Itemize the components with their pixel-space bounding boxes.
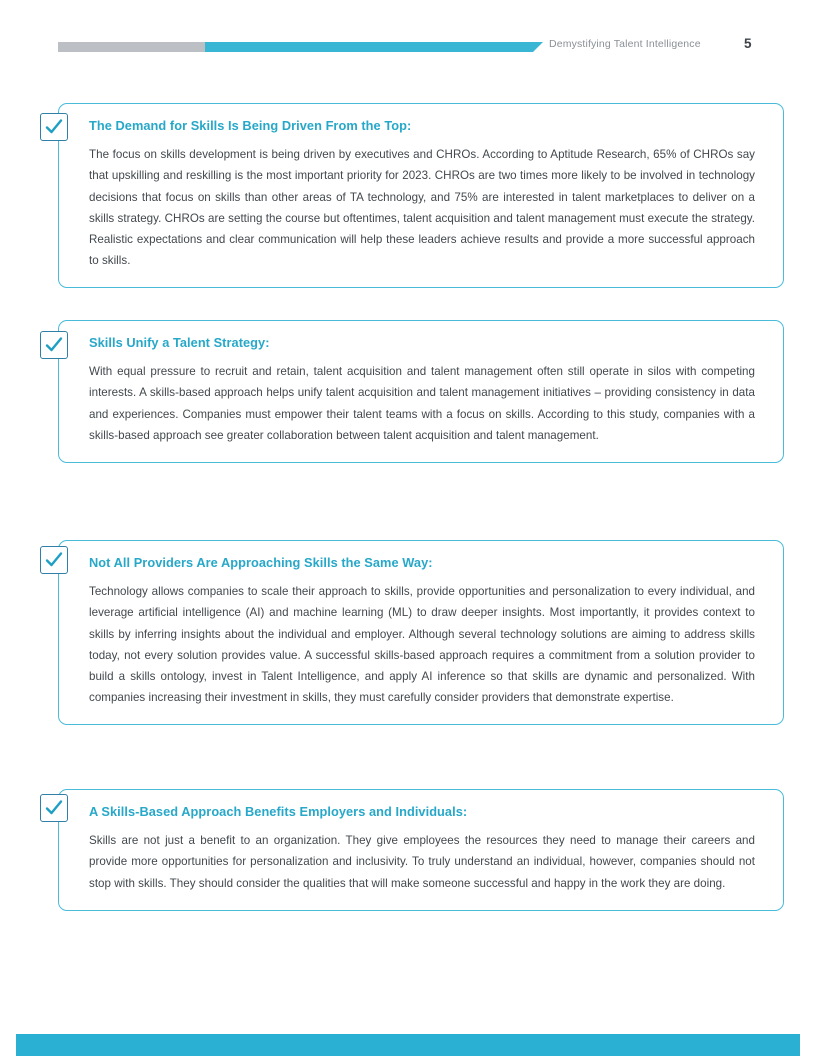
header-blue-bar	[205, 42, 543, 52]
content-card	[58, 789, 784, 911]
content-card	[58, 320, 784, 463]
check-badge[interactable]	[40, 546, 68, 574]
page-number: 5	[744, 36, 752, 51]
check-icon	[44, 798, 64, 818]
card-body-text: The focus on skills development is being driven by executives and CHROs. According to Aptitude Research, 65% of CHROs say that upskilling and reskilling is the most important priority for 2023. CHROs are two times more likely to be involved in technology decisions that focus on skills than other areas of TA technology, and 75% are interested in talent marketplaces to deliver on a skills strategy. CHROs are setting the course but oftentimes, talent acquisition and talent management must execute the strategy. Realistic expectations and clear communication will help these leaders achieve results and provide a more successful approach to skills.	[89, 148, 755, 267]
page-left-margin	[0, 0, 16, 1056]
page-header	[0, 36, 816, 60]
header-document-title: Demystifying Talent Intelligence	[549, 38, 701, 50]
content-card	[58, 103, 784, 288]
check-badge[interactable]	[40, 113, 68, 141]
check-badge[interactable]	[40, 794, 68, 822]
card-body-text: With equal pressure to recruit and retain, talent acquisition and talent management often still operate in silos with competing interests. A skills-based approach helps unify talent acquisition and talent management initiatives – providing consistency in data and experiences. Companies must empower their talent teams with a focus on skills. According to this study, companies with a skills-based approach see greater collaboration between talent acquisition and talent management.	[89, 365, 755, 442]
check-icon	[44, 117, 64, 137]
page-right-margin	[800, 0, 816, 1056]
card-title: Not All Providers Are Approaching Skills the Same Way:	[89, 555, 433, 570]
card-body-text: Technology allows companies to scale their approach to skills, provide opportunities and personalization to every individual, and leverage artificial intelligence (AI) and machine learning (ML) to draw deeper insights. Most importantly, it provides context to skills by inferring insights about the individual and employer. Although several technology solutions are aiming to address skills today, not every solution provides value. A successful skills-based approach requires a commitment from a solution provider to build a skills ontology, invest in Talent Intelligence, and apply AI inference so that skills are dynamic and personalized. With companies increasing their investment in skills, they must carefully consider providers that demonstrate expertise.	[89, 585, 755, 704]
card-body-text: Skills are not just a benefit to an organization. They give employees the resources they need to manage their careers and provide more opportunities for personalization and inclusivity. To truly understand an individual, however, companies should not stop with skills. They should consider the qualities that will make someone successful and happy in the work they are doing.	[89, 834, 755, 890]
card-title: A Skills-Based Approach Benefits Employers and Individuals:	[89, 804, 468, 819]
check-badge[interactable]	[40, 331, 68, 359]
card-title: Skills Unify a Talent Strategy:	[89, 335, 270, 350]
check-icon	[44, 550, 64, 570]
content-card	[58, 540, 784, 725]
check-icon	[44, 335, 64, 355]
header-grey-bar	[58, 42, 213, 52]
card-title: The Demand for Skills Is Being Driven From the Top:	[89, 118, 412, 133]
footer-accent-bar	[16, 1034, 800, 1056]
